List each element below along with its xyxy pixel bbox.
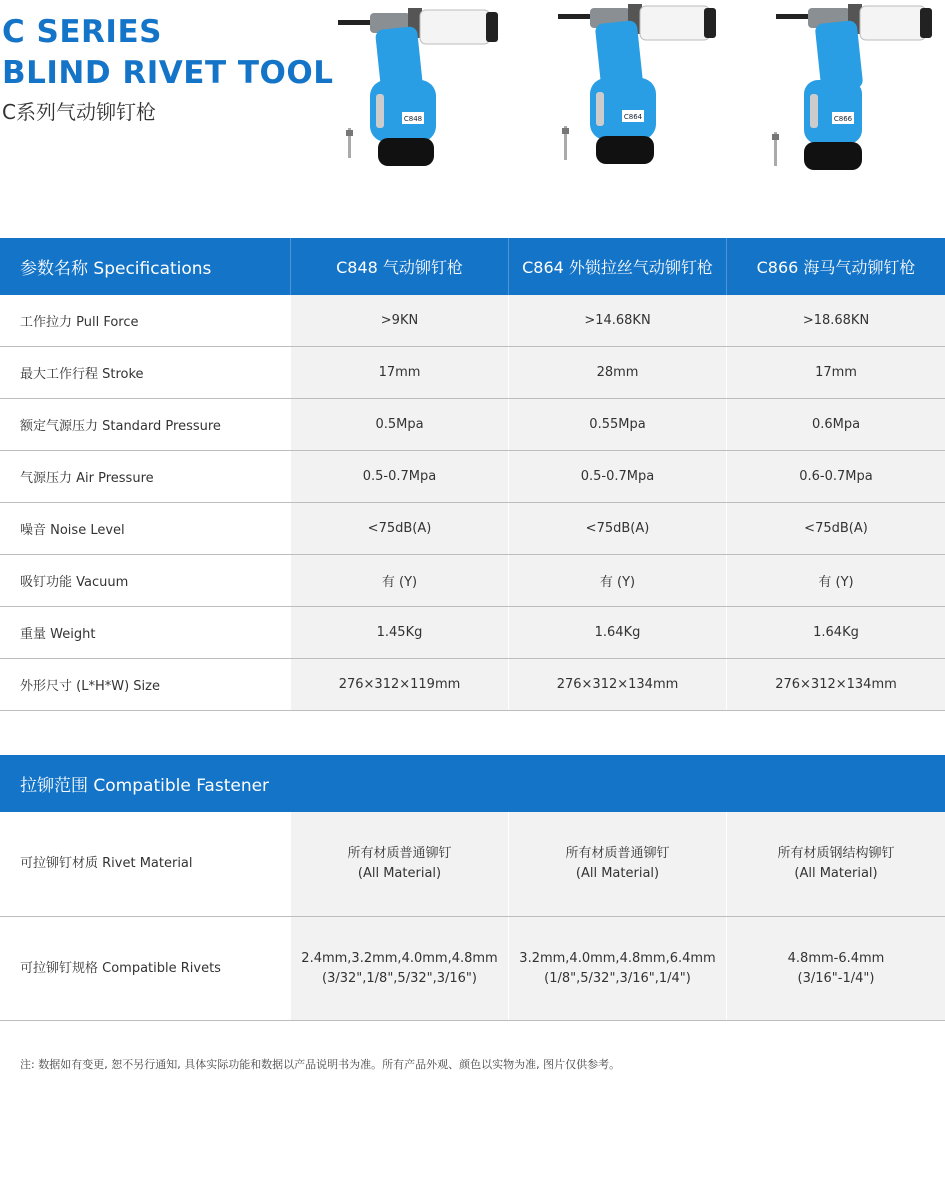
cell-line: (All Material)	[575, 866, 660, 881]
cell-line: (All Material)	[794, 866, 878, 881]
row-label: 可拉铆钉材质 Rivet Material	[20, 856, 193, 871]
row-label: 最大工作行程 Stroke	[0, 347, 290, 398]
cell-value: 28mm	[508, 347, 726, 398]
title-line-1: C SERIES	[2, 14, 162, 50]
cell-value: >18.68KN	[726, 295, 945, 346]
cell-value: 0.6Mpa	[726, 399, 945, 450]
cell-line: (All Material)	[357, 866, 442, 881]
cell-value: 276×312×134mm	[726, 659, 945, 710]
title-chinese: C系列气动铆钉枪	[2, 100, 156, 124]
cell-value: 276×312×134mm	[508, 659, 726, 710]
cell-value: 0.5Mpa	[290, 399, 508, 450]
specifications-table	[0, 238, 945, 711]
cell-value: 0.6-0.7Mpa	[726, 451, 945, 502]
cell-line: (1/8",5/32",3/16",1/4")	[544, 970, 691, 986]
table-row	[0, 607, 945, 659]
cell-value: 1.64Kg	[726, 607, 945, 658]
footnote: 注: 数据如有变更, 恕不另行通知, 具体实际功能和数据以产品说明书为准。所有产品外观、颜色以实物为准, 图片仅供参考。	[20, 1058, 621, 1071]
cell-value: >9KN	[290, 295, 508, 346]
cell-value: 17mm	[290, 347, 508, 398]
table-row	[0, 399, 945, 451]
table-row	[0, 555, 945, 607]
title-line-2: BLIND RIVET TOOL	[2, 55, 334, 91]
table-row	[0, 917, 945, 1021]
compatible-fastener-table	[0, 755, 945, 1021]
cell-value: 1.64Kg	[508, 607, 726, 658]
row-label: 可拉铆钉规格 Compatible Rivets	[20, 960, 221, 976]
table-row	[0, 503, 945, 555]
c848-rivet-tool-photo	[330, 0, 500, 175]
spec-header-row	[0, 238, 945, 295]
cell-value: 17mm	[726, 347, 945, 398]
row-label: 额定气源压力 Standard Pressure	[0, 399, 290, 450]
cell-value: 276×312×119mm	[290, 659, 508, 710]
row-label: 工作拉力 Pull Force	[0, 295, 290, 346]
row-label: 吸钉功能 Vacuum	[0, 555, 290, 606]
tool-badge: C866	[833, 115, 853, 123]
cell-line: 3.2mm,4.0mm,4.8mm,6.4mm	[519, 950, 716, 966]
cell-value: 0.5-0.7Mpa	[290, 451, 508, 502]
cell-value	[508, 917, 726, 1020]
cell-value: <75dB(A)	[290, 503, 508, 554]
fastener-header: 拉铆范围 Compatible Fastener	[0, 755, 945, 812]
table-row	[0, 812, 945, 917]
cell-line: 所有材质普通铆钉	[347, 846, 452, 861]
table-row	[0, 347, 945, 399]
cell-value: >14.68KN	[508, 295, 726, 346]
cell-value	[290, 812, 508, 916]
title-block	[2, 12, 334, 125]
cell-value: <75dB(A)	[726, 503, 945, 554]
spec-header-label: 参数名称 Specifications	[20, 259, 212, 279]
cell-value: 0.5-0.7Mpa	[508, 451, 726, 502]
spec-header-c864: C864 外锁拉丝气动铆钉枪	[508, 238, 726, 295]
table-row	[0, 295, 945, 347]
cell-value	[508, 812, 726, 916]
tool-badge: C848	[403, 115, 423, 123]
tool-illustration	[770, 0, 940, 175]
cell-line: 2.4mm,3.2mm,4.0mm,4.8mm	[301, 950, 498, 966]
cell-line: 4.8mm-6.4mm	[787, 950, 885, 966]
cell-value: 0.55Mpa	[508, 399, 726, 450]
row-label: 重量 Weight	[0, 607, 290, 658]
cell-value: <75dB(A)	[508, 503, 726, 554]
cell-value: 1.45Kg	[290, 607, 508, 658]
tool-badge: C864	[623, 113, 643, 121]
cell-line: 所有材质钢结构铆钉	[777, 846, 895, 861]
cell-value: 有 (Y)	[726, 555, 945, 606]
cell-value	[726, 917, 945, 1020]
table-row	[0, 451, 945, 503]
cell-value: 有 (Y)	[508, 555, 726, 606]
c866-rivet-tool-photo	[770, 0, 940, 175]
row-label: 噪音 Noise Level	[0, 503, 290, 554]
spec-header-c848: C848 气动铆钉枪	[290, 238, 508, 295]
cell-value	[726, 812, 945, 916]
spec-header-c866: C866 海马气动铆钉枪	[726, 238, 945, 295]
cell-value: 有 (Y)	[290, 555, 508, 606]
tool-illustration	[550, 0, 720, 175]
cell-value	[290, 917, 508, 1020]
cell-line: (3/16"-1/4")	[797, 970, 875, 986]
row-label: 气源压力 Air Pressure	[0, 451, 290, 502]
table-row	[0, 659, 945, 711]
cell-line: (3/32",1/8",5/32",3/16")	[322, 970, 477, 986]
c864-rivet-tool-photo	[550, 0, 720, 175]
row-label: 外形尺寸 (L*H*W) Size	[0, 659, 290, 710]
tool-illustration	[330, 0, 500, 175]
cell-line: 所有材质普通铆钉	[565, 846, 670, 861]
